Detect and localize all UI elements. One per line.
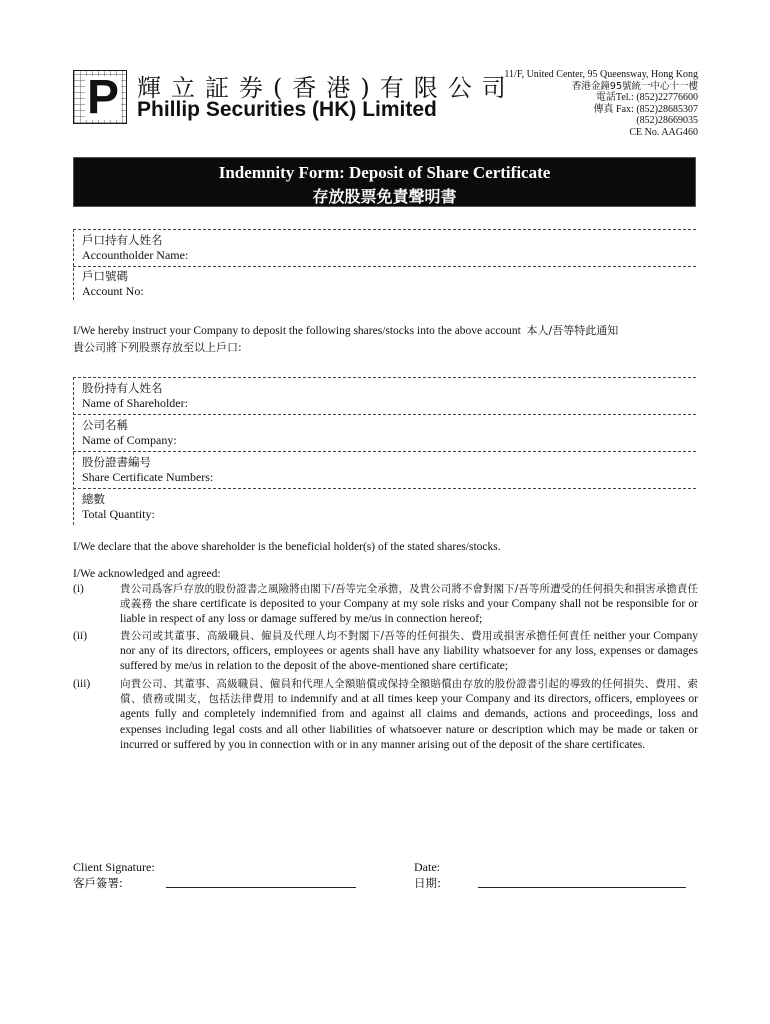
company-name-chinese: 輝立証券(香港)有限公司 — [137, 74, 516, 102]
agreement-item — [73, 629, 698, 675]
agreement-heading: I/We acknowledged and agreed: — [73, 568, 221, 580]
form-title-chinese: 存放股票免責聲明書 — [312, 187, 457, 206]
field-label-en: Name of Shareholder: — [82, 396, 188, 410]
field-label-en: Total Quantity: — [82, 507, 155, 521]
field-label-en: Name of Company: — [82, 433, 177, 447]
dotted-divider — [73, 266, 696, 267]
item-text-english: to indemnify and at all times keep your Company and its directors, officers, employees or agents fully and completely indemnified from and against all claims and demands, actions and proceedings, loss and expenses including legal costs and all other liabilities of whatsoever nature or description which may be made or taken or incurred or suffered by you in connection with or in any manner arising out of the deposit of the share certificates. — [120, 693, 699, 751]
date-label-cn: 日期: — [414, 876, 441, 890]
dotted-divider — [73, 229, 74, 300]
field-label-cn: 戶口號碼 — [82, 269, 128, 283]
date-label — [414, 859, 441, 891]
client-signature-line[interactable] — [166, 887, 356, 888]
company-name-field[interactable] — [82, 418, 177, 448]
address-line: 電話Tel.: (852)22776600 — [595, 92, 698, 103]
company-name-english: Phillip Securities (HK) Limited — [137, 98, 437, 121]
shareholder-name-field[interactable] — [82, 381, 188, 411]
instruction-english: I/We hereby instruct your Company to deposit the following shares/stocks into the above account — [73, 325, 521, 337]
address-line: 傳真 Fax: (852)28685307 — [593, 103, 698, 115]
field-label-cn: 股份證書編号 — [82, 455, 151, 469]
address-line: (852)28669035 — [636, 115, 698, 126]
certificate-numbers-field[interactable] — [82, 455, 213, 485]
instruction-chinese-1: 本人/吾等特此通知 — [526, 324, 619, 337]
dotted-divider — [73, 377, 696, 378]
item-number: (i) — [73, 583, 84, 595]
account-number-field[interactable] — [82, 269, 144, 299]
address-line: 11/F, United Center, 95 Queensway, Hong Kong — [504, 69, 698, 80]
field-label-cn: 公司名稱 — [82, 418, 128, 432]
item-text-english: the share certificate is deposited to your Company at my sole risks and your Company shall not be responsible for or liable in respect of any loss or damage suffered by me/us in connection hereof; — [120, 598, 699, 626]
agreement-item — [73, 677, 698, 753]
field-label-en: Accountholder Name: — [82, 248, 189, 262]
form-title-bar — [73, 157, 696, 207]
declaration-statement: I/We declare that the above shareholder is the beneficial holder(s) of the stated shares/stocks. — [73, 541, 501, 553]
logo-letter: P — [87, 71, 120, 124]
field-label-cn: 總數 — [82, 492, 105, 506]
address-line: CE No. AAG460 — [629, 126, 698, 138]
form-title-english: Indemnity Form: Deposit of Share Certificate — [218, 163, 551, 182]
dotted-divider — [73, 451, 696, 452]
date-label-en: Date: — [414, 860, 440, 874]
item-number: (ii) — [73, 630, 88, 642]
item-text-english: neither your Company nor any of its directors, officers, employees or agents shall have any liability whatsoever for any loss, expenses or damages suffered by me/us in relation to the deposit of the above-mentioned share certificate; — [120, 630, 698, 673]
field-label-cn: 戶口持有人姓名 — [82, 233, 163, 247]
item-text-chinese: 貴公司或其董事、高級職員、僱員及代理人均不對閣下/吾等的任何損失、費用或損害承擔任何責任 — [120, 630, 591, 642]
company-logo — [73, 70, 127, 124]
signature-label-cn: 客戶簽署: — [73, 876, 123, 890]
instruction-paragraph — [73, 323, 698, 356]
accountholder-name-field[interactable] — [82, 233, 188, 263]
date-line[interactable] — [478, 887, 686, 888]
item-text-chinese: 向貴公司、其董事、高級職員、僱員和代理人全額賠償或保持全額賠償由存放的股份證書引起的導致的任何損失、費用、索償、債務或開支，包括法律費用 — [120, 678, 698, 706]
dotted-divider — [73, 414, 696, 415]
total-quantity-field[interactable] — [82, 492, 155, 522]
field-label-en: Share Certificate Numbers: — [82, 470, 214, 484]
dotted-divider — [73, 488, 696, 489]
signature-label-en: Client Signature: — [73, 860, 155, 874]
field-label-en: Account No: — [82, 284, 144, 298]
client-signature-label — [73, 859, 155, 891]
item-number: (iii) — [73, 678, 91, 690]
agreement-item — [73, 582, 698, 628]
dotted-divider — [73, 229, 696, 230]
item-text-chinese: 貴公司爲客戶存放的股份證書之風險將由閣下/吾等完全承擔，及貴公司將不會對閣下/吾等所遭受的任何損失和損害承擔責任或義務 — [120, 583, 698, 611]
company-address-block — [504, 69, 698, 138]
field-label-cn: 股份持有人姓名 — [82, 381, 163, 395]
instruction-chinese-2: 貴公司將下列股票存放至以上戶口: — [73, 340, 242, 354]
address-line: 香港金鐘95號統一中心十一樓 — [571, 80, 698, 92]
